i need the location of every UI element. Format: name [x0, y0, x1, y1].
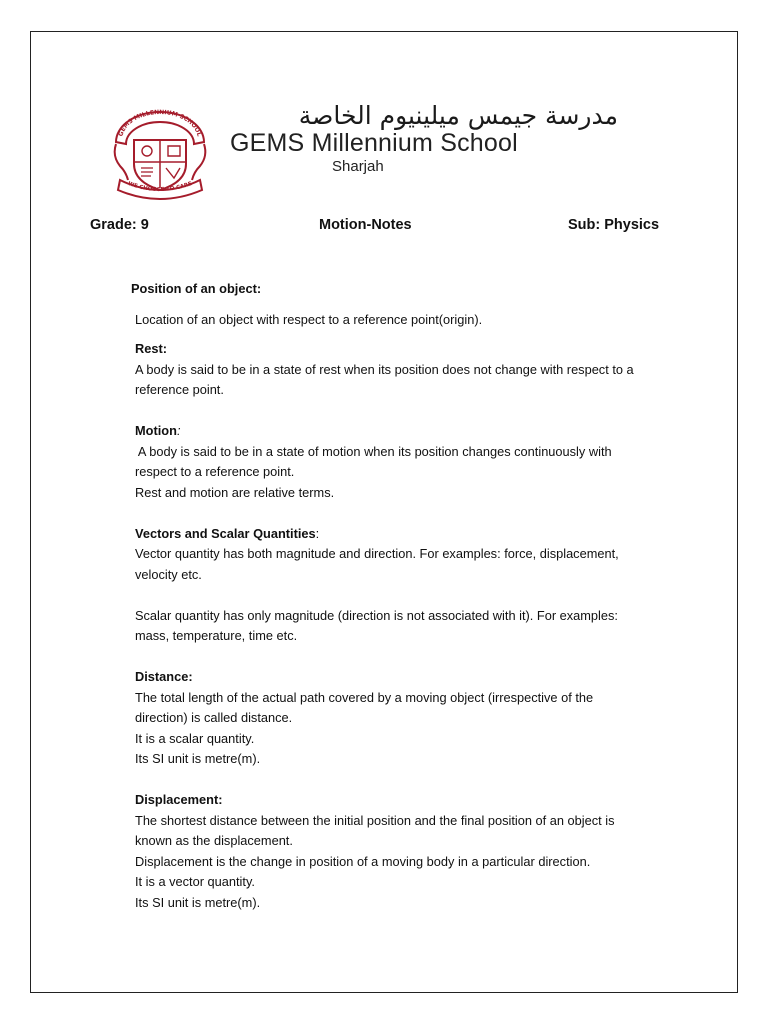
distance-line: It is a scalar quantity.	[135, 730, 255, 746]
distance-line: Its SI unit is metre(m).	[135, 751, 261, 766]
position-text: Location of an object with respect to a reference point(origin).	[135, 311, 483, 327]
school-name: GEMS Millennium School	[230, 129, 518, 157]
vectors-heading: Vectors and Scalar Quantities	[135, 525, 316, 541]
distance-line: direction) is called distance.	[135, 710, 293, 725]
motion-line: respect to a reference point.	[135, 464, 295, 479]
displacement-line: It is a vector quantity.	[135, 874, 255, 889]
vectors-colon: :	[315, 525, 320, 541]
displacement-heading: Displacement:	[135, 792, 223, 807]
scalar-line: Scalar quantity has only magnitude (direction is not associated with it). For examples:	[135, 607, 618, 623]
motion-heading-row	[135, 421, 695, 442]
crest-motto-text: WE CHOOSE TO CARE	[127, 180, 193, 194]
distance-line: The total length of the actual path covered by a moving object (irrespective of the	[135, 689, 594, 705]
rest-heading: Rest:	[135, 341, 167, 356]
displacement-line: known as the displacement.	[135, 833, 293, 848]
subject-label: Sub: Physics	[568, 217, 660, 233]
motion-line: A body is said to be in a state of motion when its position changes continuously with	[135, 443, 612, 459]
vector-line: velocity etc.	[135, 566, 202, 582]
school-crest-logo	[108, 106, 212, 202]
document-title: Motion-Notes	[319, 217, 412, 233]
rest-line: reference point.	[135, 382, 224, 397]
position-heading: Position of an object:	[131, 281, 262, 296]
notes-body	[131, 279, 695, 913]
displacement-line: The shortest distance between the initial position and the final position of an object is	[135, 812, 615, 828]
school-name-arabic: مدرسة جيمس ميلينيوم الخاصة	[298, 101, 618, 130]
displacement-line: Its SI unit is metre(m).	[135, 894, 261, 910]
scalar-line: mass, temperature, time etc.	[135, 628, 298, 643]
displacement-line: Displacement is the change in position of a moving body in a particular direction.	[135, 853, 591, 869]
rest-line: A body is said to be in a state of rest when its position does not change with respect to a	[135, 361, 634, 377]
grade-label: Grade: 9	[90, 217, 149, 233]
school-city: Sharjah	[332, 158, 384, 175]
motion-line: Rest and motion are relative terms.	[135, 484, 335, 500]
vectors-heading-row	[135, 524, 695, 545]
distance-heading: Distance:	[135, 669, 193, 684]
vector-line: Vector quantity has both magnitude and direction. For examples: force, displacement,	[135, 546, 619, 561]
motion-colon: :	[176, 423, 181, 438]
crest-top-text: GEMS MILLENNIUM SCHOOL	[117, 108, 203, 138]
motion-heading: Motion	[135, 423, 177, 438]
